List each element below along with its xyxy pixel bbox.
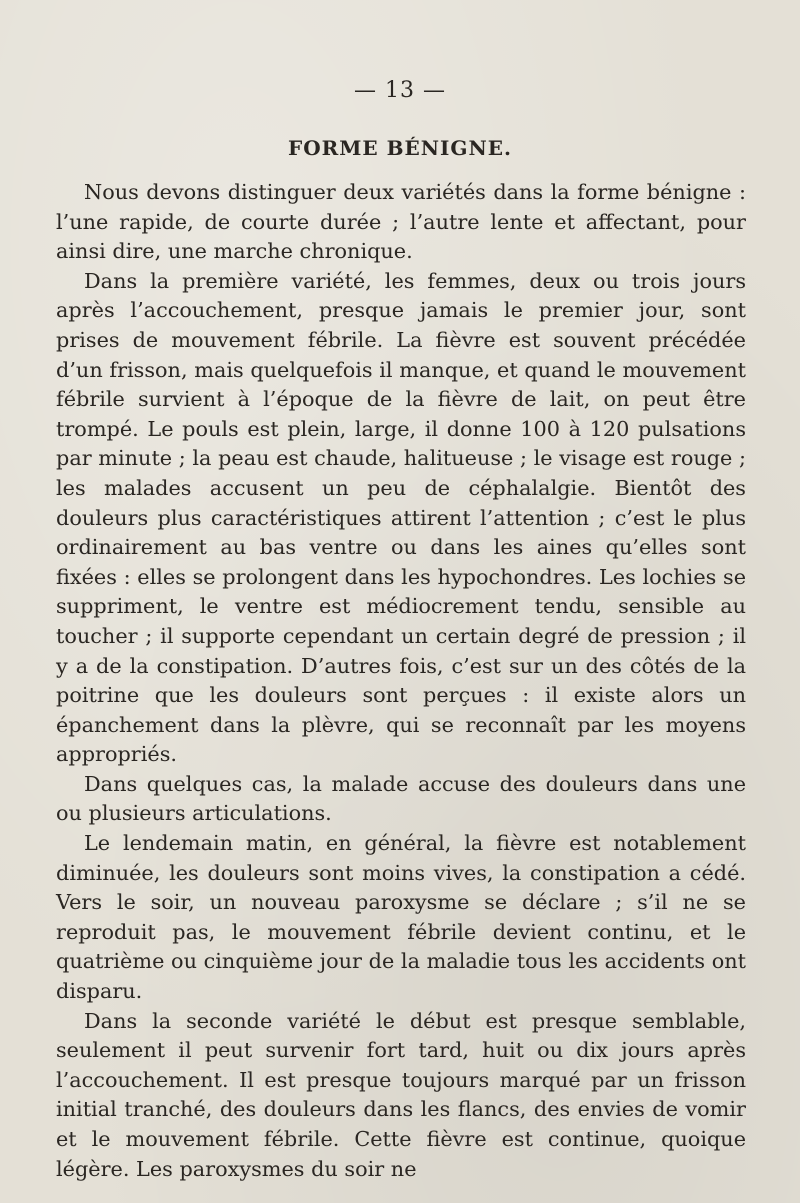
- body-text: [56, 178, 746, 1184]
- paragraph: Dans la seconde variété le début est presque semblable, seulement il peut survenir fort tard, huit ou dix jours après l’accouchement. Il est presque toujours marqué par un frisson initial tranché, des douleurs dans les flancs, des envies de vomir et le mouvement fébrile. Cette fièvre est continue, quoique légère. Les paroxysmes du soir ne: [56, 1008, 746, 1181]
- paragraph: Dans la première variété, les femmes, deux ou trois jours après l’accouchement, presque jamais le premier jour, sont prises de mouvement fébrile. La fièvre est souvent précédée d’un frisson, mais quelquefois il manque, et quand le mouvement fébrile survient à l’époque de la fièvre de lait, on peut être trompé. Le pouls est plein, large, il donne 100 à 120 pulsations par minute ; la peau est chaude, halitueuse ; le visage est rouge ; les malades accusent un peu de céphalalgie. Bientôt des douleurs plus caractéristiques attirent l’attention ; c’est le plus ordinairement au bas ventre ou dans les aines qu’elles sont fixées : elles se prolongent dans les hypochondres. Les lochies se suppriment, le ventre est médiocrement tendu, sensible au toucher ; il supporte cependant un certain degré de pression ; il y a de la constipation. D’autres fois, c’est sur un des côtés de la poitrine que les douleurs sont perçues : il existe alors un épanchement dans la plèvre, qui se reconnaît par les moyens appropriés.: [56, 268, 746, 767]
- page-number: — 13 —: [354, 78, 446, 103]
- paragraph: Le lendemain matin, en général, la fièvre est notablement diminuée, les douleurs sont moins vives, la constipation a cédé. Vers le soir, un nouveau paroxysme se déclare ; s’il ne se reproduit pas, le mouvement fébrile devient continu, et le quatrième ou cinquième jour de la maladie tous les accidents ont disparu.: [56, 831, 746, 1004]
- section-title: FORME BÉNIGNE.: [288, 136, 512, 160]
- paragraph: Dans quelques cas, la malade accuse des douleurs dans une ou plusieurs articulations.: [56, 771, 746, 826]
- paragraph: Nous devons distinguer deux variétés dans la forme bénigne : l’une rapide, de courte durée ; l’autre lente et affectant, pour ainsi dire, une marche chronique.: [56, 180, 746, 264]
